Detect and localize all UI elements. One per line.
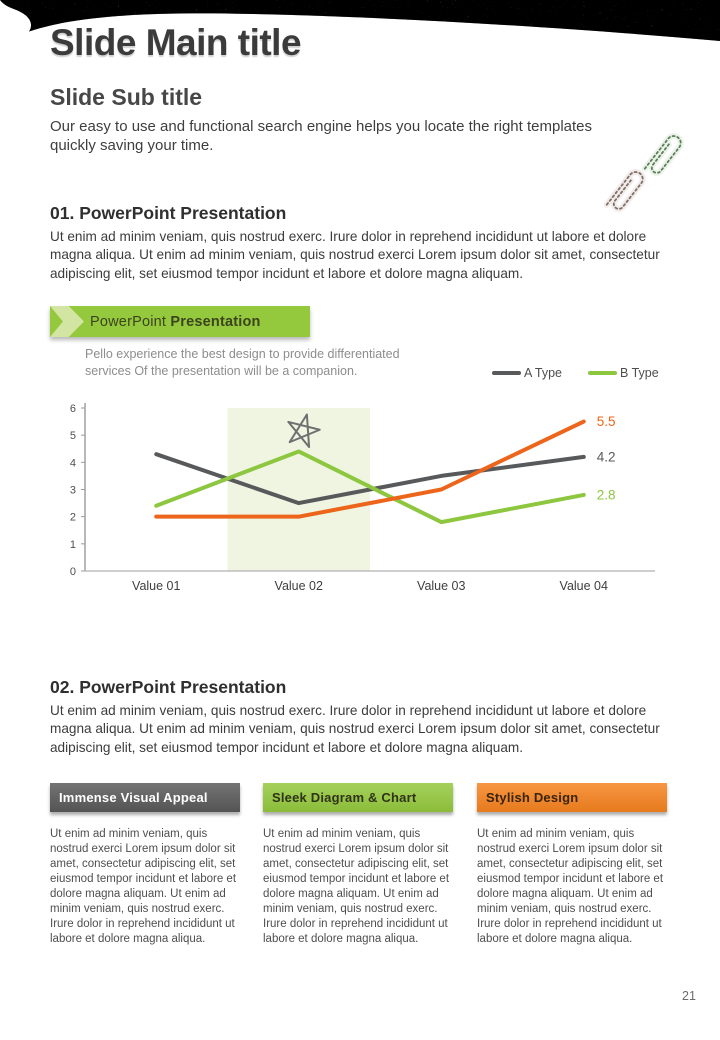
y-tick-label: 5: [69, 430, 76, 443]
section2-heading: 02. PowerPoint Presentation: [50, 677, 287, 697]
y-tick-label: 0: [69, 566, 76, 578]
banner-chevron-icon: [50, 306, 84, 337]
series-end-label: 2.8: [596, 487, 616, 503]
x-category-label: Value 01: [132, 579, 181, 593]
paperclip-gray-icon: [607, 169, 646, 213]
banner-text: [90, 314, 261, 330]
column-body: Ut enim ad minim veniam, quis nostrud exerci Lorem ipsum dolor sit amet, consectetur adipiscing elit, set eiusmod tempor incidunt et labore et dolore magna aliquam. Ut enim ad minim veniam, quis nostrud exerc. Irure dolor in reprehend incididunt ut labore et dolore magna aliqua.: [50, 828, 237, 946]
legend-label: B Type: [620, 366, 659, 380]
page-subtitle: Slide Sub title: [50, 84, 203, 110]
page-number: 21: [682, 989, 696, 1003]
intro-text: Our easy to use and functional search engine helps you locate the right templates quickly saving your time.: [50, 118, 592, 155]
banner-text-regular: PowerPoint: [90, 313, 171, 330]
legend-swatch: [492, 371, 521, 375]
banner-text-bold: Presentation: [170, 313, 261, 330]
feature-column-immense-visual-appeal: [50, 783, 240, 948]
column-body: Ut enim ad minim veniam, quis nostrud exerci Lorem ipsum dolor sit amet, consectetur adipiscing elit, set eiusmod tempor incidunt et labore et dolore magna aliquam. Ut enim ad minim veniam, quis nostrud exerc. Irure dolor in reprehend incididunt ut labore et dolore magna aliqua.: [477, 828, 664, 946]
series-end-label: 4.2: [596, 449, 616, 465]
paperclip-green-icon: [645, 133, 684, 177]
section1-body: Ut enim ad minim veniam, quis nostrud exerc. Irure dolor in reprehend incididunt ut labore et dolore magna aliqua. Ut enim ad minim veniam, quis nostrud exerci Lorem ipsum dolor sit amet, consectetur adipiscing elit, set eiusmod tempor incidunt et labore et dolore magna aliquam.: [50, 229, 660, 281]
x-category-label: Value 04: [559, 579, 608, 593]
legend-swatch: [588, 371, 617, 375]
feature-column-sleek-diagram-chart: [263, 783, 453, 948]
feature-column-stylish-design: [477, 783, 667, 948]
series-end-label: 5.5: [596, 414, 616, 430]
x-category-label: Value 02: [274, 579, 323, 593]
chart-caption: Pello experience the best design to provide differentiated services Of the presentation will be a companion.: [85, 347, 400, 378]
column-body: Ut enim ad minim veniam, quis nostrud exerci Lorem ipsum dolor sit amet, consectetur adipiscing elit, set eiusmod tempor incidunt et labore et dolore magna aliquam. Ut enim ad minim veniam, quis nostrud exerc. Irure dolor in reprehend incididunt ut labore et dolore magna aliqua.: [263, 828, 450, 946]
y-tick-label: 4: [69, 457, 76, 470]
y-tick-label: 3: [69, 484, 76, 497]
line-chart-svg: [50, 398, 690, 600]
column-header: Immense Visual Appeal: [50, 783, 240, 812]
chart-legend: [492, 366, 659, 380]
y-tick-label: 6: [69, 403, 76, 415]
x-category-label: Value 03: [417, 579, 466, 593]
legend-item: [492, 366, 562, 380]
powerpoint-banner: [50, 306, 310, 337]
highlight-band: [228, 408, 371, 571]
y-tick-label: 2: [69, 511, 76, 524]
section2-body: Ut enim ad minim veniam, quis nostrud exerc. Irure dolor in reprehend incididunt ut labore et dolore magna aliqua. Ut enim ad minim veniam, quis nostrud exerci Lorem ipsum dolor sit amet, consectetur adipiscing elit, set eiusmod tempor incidunt et labore et dolore magna aliquam.: [50, 703, 660, 755]
column-header: Stylish Design: [477, 783, 667, 812]
page-title: Slide Main title: [50, 22, 302, 63]
legend-label: A Type: [524, 366, 562, 380]
line-chart: [50, 398, 690, 605]
y-tick-label: 1: [69, 538, 76, 551]
section1-heading: 01. PowerPoint Presentation: [50, 203, 287, 223]
column-header: Sleek Diagram & Chart: [263, 783, 453, 812]
legend-item: [588, 366, 659, 380]
paperclips-decoration: [602, 133, 706, 237]
